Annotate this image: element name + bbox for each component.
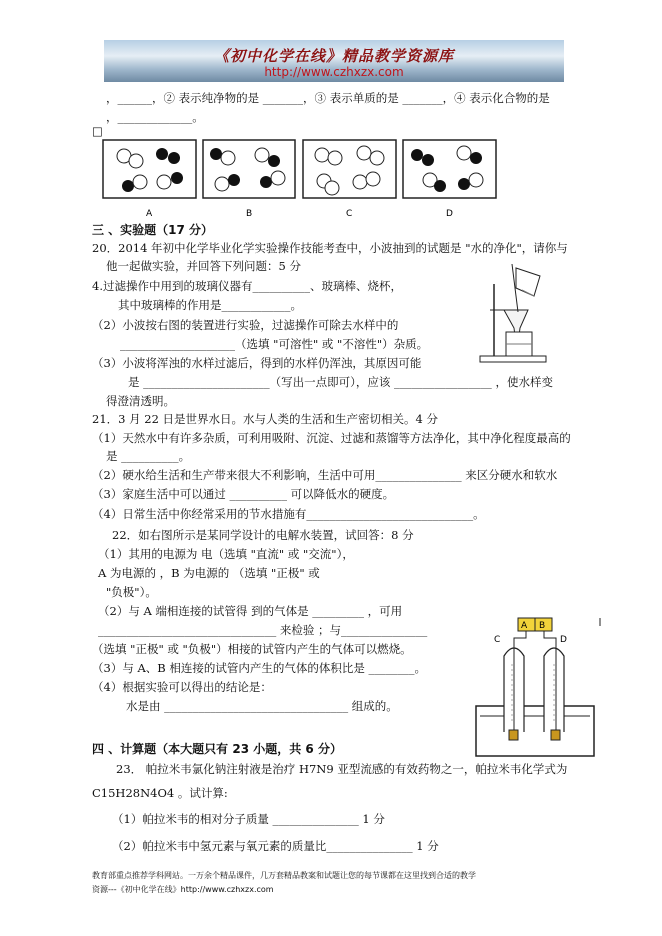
intro-line-2: ，_____________。 bbox=[106, 110, 204, 124]
q21-line-3: 是 __________。 bbox=[106, 449, 191, 463]
intro-line-1: ，______，② 表示纯净物的是 _______，③ 表示单质的是 _______，④ 表示化合物的是 bbox=[106, 91, 550, 105]
box-d-label: D bbox=[446, 209, 453, 219]
section3-heading: 三 、实验题（17 分） bbox=[92, 223, 214, 237]
q21-line-6: （4）日常生活中你经常采用的节水措施有_____________________________。 bbox=[92, 507, 485, 521]
box-c-label: C bbox=[346, 209, 353, 219]
q20-line-4: 其中玻璃棒的作用是____________。 bbox=[118, 298, 302, 312]
q20-line-5: （2）小波按右图的装置进行实验，过滤操作可除去水样中的 bbox=[92, 318, 399, 332]
banner-url: http://www.czhxzx.com bbox=[264, 65, 404, 79]
tube-d-label: D bbox=[560, 635, 567, 645]
q22-line-2: （1）其用的电源为 电（选填 "直流" 或 "交流"）， bbox=[98, 547, 354, 561]
molecule-box-b bbox=[202, 138, 298, 220]
q20-line-2: 他一起做实验，并回答下列问题：5 分 bbox=[106, 259, 301, 273]
q22-line-1: 22．如右图所示是某同学设计的电解水装置，试回答：8 分 bbox=[112, 528, 414, 542]
q22-line-5: （2）与 A 端相连接的试管得 到的气体是 _________ ，可用 bbox=[98, 604, 403, 618]
footer-line-2: 资源---《初中化学在线》http://www.czhxzx.com bbox=[92, 885, 274, 894]
tube-c-label: C bbox=[494, 635, 501, 645]
terminal-b-label: B bbox=[539, 621, 546, 631]
q20-line-6: ____________________（选填 "可溶性" 或 "不溶性"）杂质。 bbox=[120, 337, 429, 351]
q22-line-10: 水是由 ________________________________ 组成的。 bbox=[126, 699, 398, 713]
q20-line-7: （3）小波将浑浊的水样过滤后，得到的水样仍浑浊，其原因可能 bbox=[92, 356, 422, 370]
q23-line-1: 23． 帕拉米韦氯化钠注射液是治疗 H7N9 亚型流感的有效药物之一，帕拉米韦化学式为 bbox=[116, 762, 568, 776]
molecule-box-d bbox=[402, 138, 498, 220]
q23-line-4: （2）帕拉米韦中氢元素与氧元素的质量比_______________ 1 分 bbox=[112, 839, 439, 853]
banner-title: 《初中化学在线》精品教学资源库 bbox=[213, 47, 454, 65]
q22-line-4: "负极"）。 bbox=[106, 585, 157, 599]
box-b-label: B bbox=[246, 209, 253, 219]
box-a-label: A bbox=[146, 209, 153, 219]
terminal-a-label: A bbox=[521, 621, 528, 631]
q20-line-1: 20．2014 年初中化学毕业化学实验操作技能考查中，小波抽到的试题是 "水的净化"，请你与 bbox=[92, 241, 568, 255]
molecule-box-c bbox=[302, 138, 398, 220]
q23-line-3: （1）帕拉米韦的相对分子质量 _______________ 1 分 bbox=[112, 812, 385, 826]
q21-line-5: （3）家庭生活中可以通过 __________ 可以降低水的硬度。 bbox=[92, 487, 395, 501]
q21-line-4: （2）硬水给生活和生产带来很大不利影响，生活中可用_______________ 来区分硬水和软水 bbox=[92, 468, 558, 482]
header-banner bbox=[104, 40, 564, 82]
filtration-apparatus-figure bbox=[476, 262, 566, 366]
q22-line-8: （3）与 A、B 相连接的试管内产生的气体的体积比是 ________。 bbox=[92, 661, 427, 675]
q20-line-8: 是 ______________________（写出一点即可），应该 _________________ ，使水样变 bbox=[128, 375, 553, 389]
q22-line-7: （选填 "正极" 或 "负极"）相接的试管内产生的气体可以燃烧。 bbox=[92, 642, 412, 656]
q22-line-3: A 为电源的 ，B 为电源的 （选填 "正极" 或 bbox=[98, 566, 320, 580]
q23-line-2: C15H28N4O4 。试计算: bbox=[92, 786, 228, 800]
electrolysis-apparatus-figure bbox=[474, 612, 604, 762]
q20-line-3: 4.过滤操作中用到的玻璃仪器有__________、玻璃棒、烧杯， bbox=[92, 279, 402, 293]
intro-line-3: □ bbox=[92, 124, 103, 138]
q21-line-1: 21．3 月 22 日是世界水日。水与人类的生活和生产密切相关。4 分 bbox=[92, 412, 439, 426]
section4-heading: 四 、计算题（本大题只有 23 小题，共 6 分） bbox=[92, 742, 342, 756]
q21-line-2: （1）天然水中有许多杂质，可利用吸附、沉淀、过滤和蒸馏等方法净化，其中净化程度最高的 bbox=[92, 431, 571, 445]
q20-line-9: 得澄清透明。 bbox=[106, 394, 175, 408]
q22-line-9: （4）根据实验可以得出的结论是： bbox=[92, 680, 272, 694]
footer-line-1: 教育部重点推荐学科网站。一万余个精品课件，几万套精品教案和试题让您的每节课都在这里找到合适的教学 bbox=[92, 871, 476, 880]
molecule-box-a bbox=[102, 138, 198, 220]
q22-line-6: _______________________________ 来检验 ；与_______________ bbox=[98, 623, 428, 637]
